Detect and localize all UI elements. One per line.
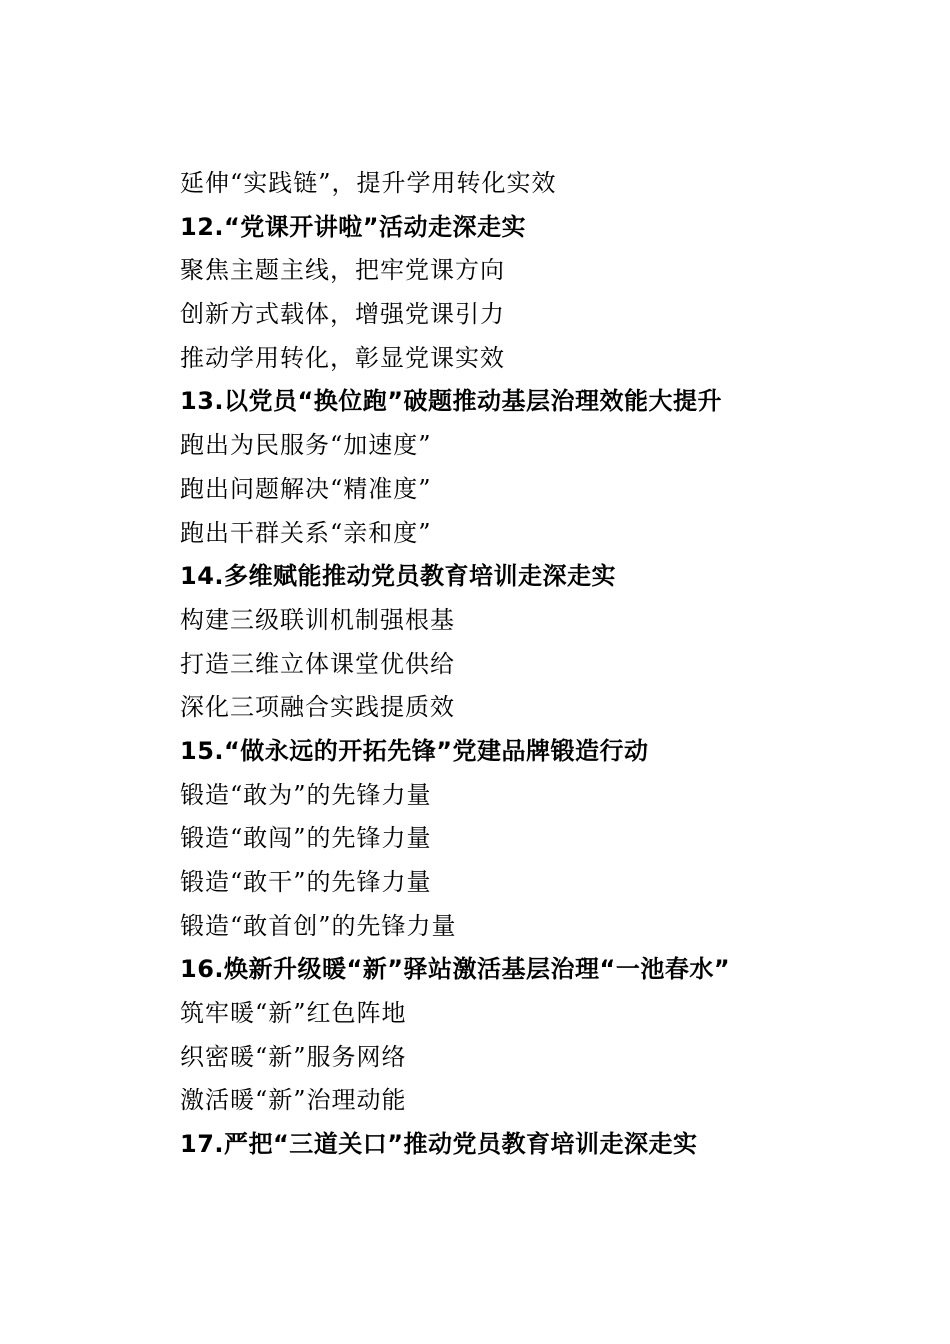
body-line: 锻造“敢闯”的先锋力量 (180, 824, 432, 853)
body-line: 延伸“实践链”，提升学用转化实效 (180, 169, 557, 197)
section-heading: 16.焕新升级暖“新”驿站激活基层治理“一池春水” (180, 955, 731, 984)
section-heading: 17.严把“三道关口”推动党员教育培训走深走实 (180, 1130, 698, 1159)
body-line: 构建三级联训机制强根基 (180, 605, 455, 634)
body-line: 聚焦主题主线，把牢党课方向 (180, 256, 505, 285)
body-line: 跑出干群关系“亲和度” (180, 518, 432, 547)
document-body (180, 162, 900, 1167)
section-heading: 13.以党员“换位跑”破题推动基层治理效能大提升 (180, 387, 723, 416)
body-line: 推动学用转化，彰显党课实效 (180, 343, 505, 372)
body-line: 锻造“敢干”的先锋力量 (180, 868, 432, 896)
body-line: 跑出问题解决“精准度” (180, 474, 432, 503)
body-line: 深化三项融合实践提质效 (180, 693, 455, 722)
section-heading: 14.多维赋能推动党员教育培训走深走实 (180, 562, 617, 591)
body-line: 跑出为民服务“加速度” (180, 431, 432, 460)
body-line: 创新方式载体，增强党课引力 (180, 300, 505, 329)
body-line: 锻造“敢为”的先锋力量 (180, 780, 432, 809)
body-line: 筑牢暖“新”红色阵地 (180, 999, 407, 1028)
body-line: 激活暖“新”治理动能 (180, 1086, 407, 1115)
body-line: 打造三维立体课堂优供给 (180, 649, 455, 678)
body-line: 锻造“敢首创”的先锋力量 (180, 911, 457, 940)
section-heading: 15.“做永远的开拓先锋”党建品牌锻造行动 (180, 736, 649, 765)
section-heading: 12.“党课开讲啦”活动走深走实 (180, 212, 527, 241)
body-line: 织密暖“新”服务网络 (180, 1042, 407, 1071)
